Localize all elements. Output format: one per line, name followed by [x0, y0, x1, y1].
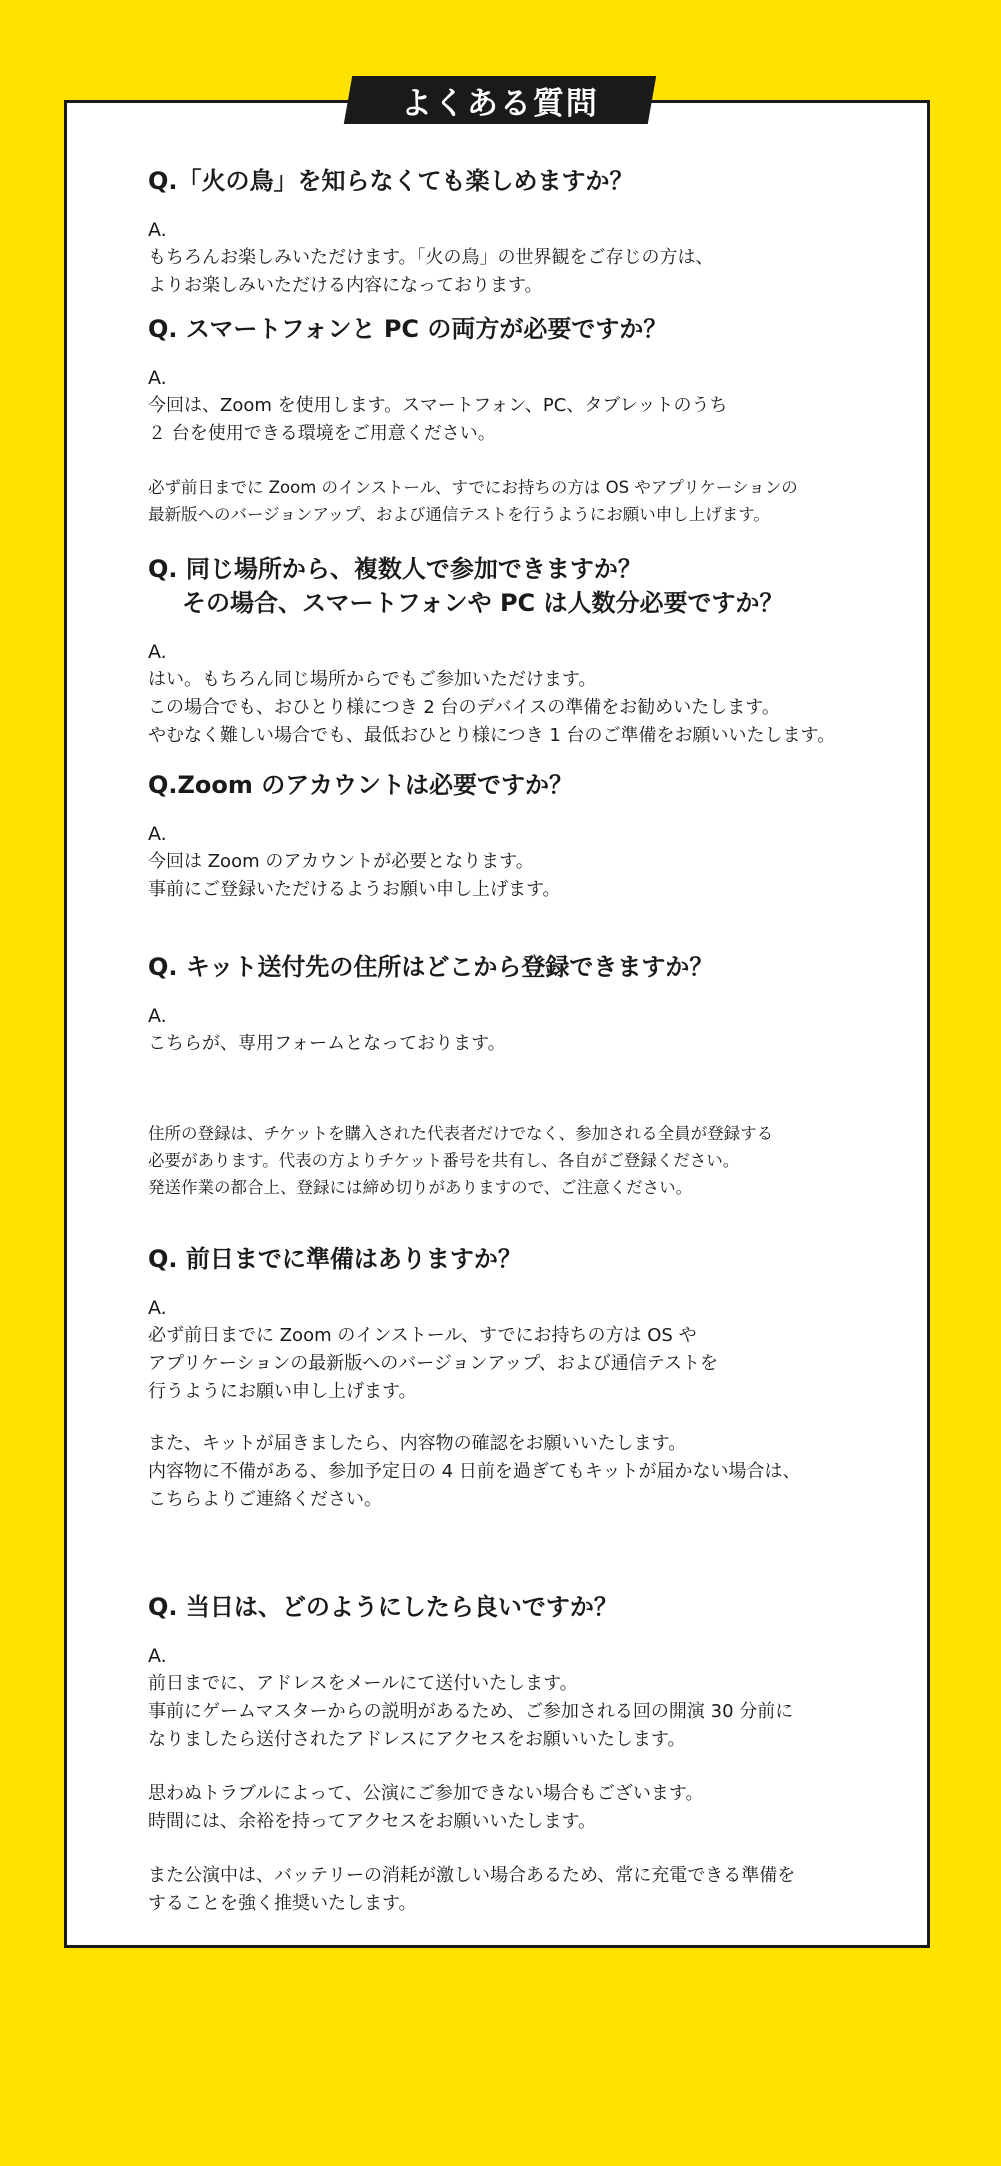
answer-line: なりましたら送付されたアドレスにアクセスをお願いいたします。: [148, 1729, 686, 1750]
faq-answer: [148, 1294, 908, 1514]
answer-line: 行うようにお願い申し上げます。: [148, 1381, 417, 1402]
answer-line: また、キットが届きましたら、内容物の確認をお願いいたします。: [148, 1433, 687, 1454]
answer-line: また公演中は、バッテリーの消耗が激しい場合あるため、常に充電できる準備を: [148, 1865, 796, 1886]
answer-line: もちろんお楽しみいただけます。「火の鳥」の世界観をご存じの方は、: [148, 247, 714, 268]
answer-paragraph: [148, 392, 908, 448]
faq-title-banner: [344, 76, 656, 124]
answer-paragraph: [148, 1862, 908, 1918]
answer-paragraph: [148, 848, 908, 904]
answer-line: 必要があります。代表の方よりチケット番号を共有し、各自がご登録ください。: [148, 1151, 740, 1170]
faq-question: [148, 1590, 908, 1624]
faq-item-3: [148, 552, 908, 750]
answer-line: 内容物に不備がある、参加予定日の 4 日前を過ぎてもキットが届かない場合は、: [148, 1461, 801, 1482]
answer-line: 事前にゲームマスターからの説明があるため、ご参加される回の開演 30 分前に: [148, 1701, 794, 1722]
faq-answer: [148, 1002, 908, 1201]
question-line: Q. 前日までに準備はありますか？: [148, 1245, 522, 1273]
answer-line: はい。もちろん同じ場所からでもご参加いただけます。: [148, 669, 597, 690]
faq-answer: [148, 216, 908, 300]
answer-line: やむなく難しい場合でも、最低おひとり様につき 1 台のご準備をお願いいたします。: [148, 725, 836, 746]
faq-question: [148, 950, 908, 984]
question-line: Q.Zoom のアカウントは必要ですか？: [148, 771, 574, 799]
question-line: Q. 同じ場所から、複数人で参加できますか？: [148, 555, 642, 583]
answer-label: A.: [148, 367, 167, 389]
answer-line: することを強く推奨いたします。: [148, 1893, 417, 1914]
answer-label: A.: [148, 1645, 167, 1667]
answer-line: 前日までに、アドレスをメールにて送付いたします。: [148, 1673, 578, 1694]
question-line: Q.「火の鳥」を知らなくても楽しめますか？: [148, 167, 634, 195]
faq-answer: [148, 1642, 908, 1918]
answer-line: 発送作業の都合上、登録には締め切りがありますので、ご注意ください。: [148, 1178, 693, 1197]
answer-paragraph: [148, 1670, 908, 1754]
faq-item-1: [148, 164, 908, 300]
answer-label: A.: [148, 823, 167, 845]
answer-line: ２ 台を使用できる環境をご用意ください。: [148, 423, 496, 444]
answer-line: 住所の登録は、チケットを購入された代表者だけでなく、参加される全員が登録する: [148, 1124, 774, 1143]
answer-line: こちらよりご連絡ください。: [148, 1489, 382, 1510]
answer-paragraph: [148, 666, 908, 750]
faq-item-4: [148, 768, 908, 904]
answer-label: A.: [148, 219, 167, 241]
answer-line: 今回は Zoom のアカウントが必要となります。: [148, 851, 534, 872]
faq-item-6: [148, 1242, 908, 1514]
faq-item-5: [148, 950, 908, 1201]
answer-line: こちらが、専用フォームとなっております。: [148, 1033, 506, 1054]
answer-paragraph: [148, 1430, 908, 1514]
answer-line: 思わぬトラブルによって、公演にご参加できない場合もございます。: [148, 1783, 704, 1804]
faq-answer: [148, 820, 908, 904]
answer-line: 事前にご登録いただけるようお願い申し上げます。: [148, 879, 561, 900]
answer-paragraph: [148, 1030, 908, 1058]
faq-question: [148, 768, 908, 802]
answer-paragraph: [148, 474, 908, 528]
faq-question: [148, 312, 908, 346]
faq-question: [148, 164, 908, 198]
answer-line: 今回は、Zoom を使用します。スマートフォン、PC、タブレットのうち: [148, 395, 728, 416]
question-line: Q. キット送付先の住所はどこから登録できますか？: [148, 953, 714, 981]
answer-paragraph: [148, 244, 908, 300]
answer-line: 時間には、余裕を持ってアクセスをお願いいたします。: [148, 1811, 597, 1832]
question-line: Q. スマートフォンと PC の両方が必要ですか？: [148, 315, 668, 343]
answer-label: A.: [148, 641, 167, 663]
answer-line: 最新版へのバージョンアップ、および通信テストを行うようにお願い申し上げます。: [148, 505, 770, 524]
faq-item-2: [148, 312, 908, 528]
answer-line: 必ず前日までに Zoom のインストール、すでにお持ちの方は OS やアプリケーションの: [148, 478, 798, 497]
question-line: その場合、スマートフォンや PC は人数分必要ですか？: [182, 589, 784, 617]
faq-question: [148, 552, 908, 620]
answer-label: A.: [148, 1297, 167, 1319]
answer-paragraph: [148, 1322, 908, 1406]
answer-label: A.: [148, 1005, 167, 1027]
answer-line: 必ず前日までに Zoom のインストール、すでにお持ちの方は OS や: [148, 1325, 697, 1346]
answer-line: よりお楽しみいただける内容になっております。: [148, 275, 543, 296]
faq-question: [148, 1242, 908, 1276]
answer-paragraph: [148, 1780, 908, 1836]
answer-line: アプリケーションの最新版へのバージョンアップ、および通信テストを: [148, 1353, 719, 1374]
faq-title: よくある質問: [401, 85, 599, 122]
faq-answer: [148, 638, 908, 750]
faq-item-7: [148, 1590, 908, 1918]
question-line: Q. 当日は、どのようにしたら良いですか？: [148, 1593, 618, 1621]
answer-paragraph: [148, 1120, 908, 1201]
answer-line: この場合でも、おひとり様につき 2 台のデバイスの準備をお勧めいたします。: [148, 697, 780, 718]
faq-answer: [148, 364, 908, 528]
